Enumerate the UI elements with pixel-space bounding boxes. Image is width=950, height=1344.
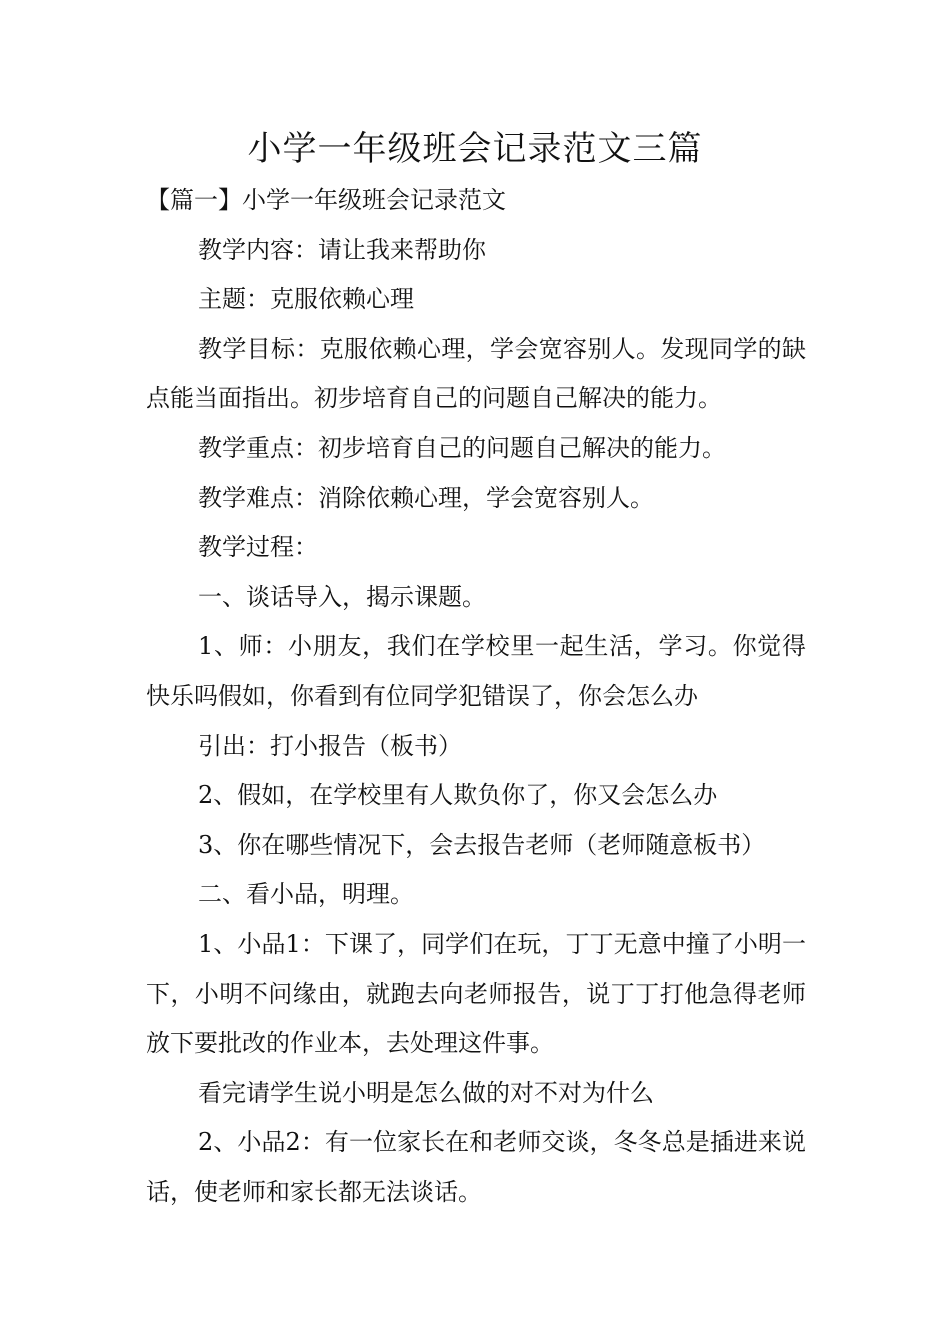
paragraph-item-1: 1、师：小朋友，我们在学校里一起生活，学习。你觉得快乐吗假如，你看到有位同学犯错误了，你会怎么办 [146,632,806,710]
paragraph-part-one: 一、谈话导入，揭示课题。 [198,582,486,611]
document-body [146,176,806,1217]
section-heading: 【篇一】小学一年级班会记录范文 [146,186,506,214]
paragraph-theme: 主题：克服依赖心理 [198,285,414,314]
paragraph-teaching-goals: 教学目标：克服依赖心理，学会宽容别人。发现同学的缺点能当面指出。初步培育自己的问题自己解决的能力。 [146,334,806,413]
paragraph-skit-2: 2、小品2：有一位家长在和老师交谈，冬冬总是插进来说话，使老师和家长都无法谈话。 [146,1128,806,1206]
paragraph-lead-out: 引出：打小报告（板书） [198,731,462,760]
paragraph-teaching-content: 教学内容：请让我来帮助你 [198,235,486,264]
document-title: 小学一年级班会记录范文三篇 [247,129,703,169]
paragraph-skit-1-question: 看完请学生说小明是怎么做的对不对为什么 [198,1078,654,1107]
paragraph-item-3: 3、你在哪些情况下，会去报告老师（老师随意板书） [198,830,766,859]
paragraph-process-heading: 教学过程： [198,533,318,562]
paragraph-part-two: 二、看小品，明理。 [198,880,414,909]
paragraph-key-points: 教学重点：初步培育自己的问题自己解决的能力。 [198,433,726,462]
paragraph-difficulties: 教学难点：消除依赖心理，学会宽容别人。 [198,483,654,512]
paragraph-item-2: 2、假如，在学校里有人欺负你了，你又会怎么办 [198,781,718,810]
paragraph-skit-1: 1、小品1：下课了，同学们在玩，丁丁无意中撞了小明一下，小明不问缘由，就跑去向老师报告，说丁丁打他急得老师放下要批改的作业本，去处理这件事。 [146,929,806,1058]
